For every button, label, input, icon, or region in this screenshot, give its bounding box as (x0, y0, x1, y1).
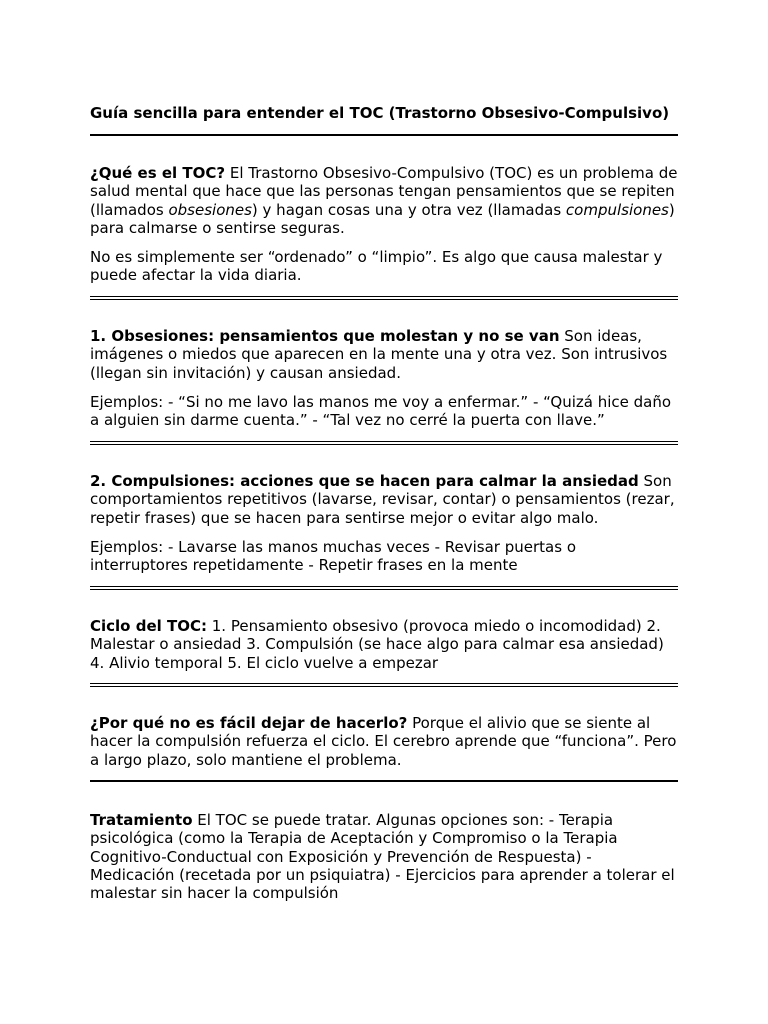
section-treatment (90, 811, 678, 902)
paragraph-text: ) para calmarse o sentirse seguras. (90, 200, 675, 237)
section-heading: 2. Compulsiones: acciones que se hacen para calmar la ansiedad (90, 472, 639, 490)
paragraph-text: Porque el alivio que se siente al hacer la compulsión refuerza el ciclo. El cerebro aprende que “funciona”. Pero a largo plazo, solo mantiene el problema. (90, 714, 677, 769)
section-heading: ¿Por qué no es fácil dejar de hacerlo? (90, 714, 408, 732)
section-paragraph: No es simplemente ser “ordenado” o “limpio”. Es algo que causa malestar y puede afectar la vida diaria. (90, 248, 663, 285)
emphasis-text: compulsiones (565, 200, 669, 219)
section-paragraph (90, 472, 678, 527)
section-divider (90, 441, 678, 445)
section-obsessions (90, 327, 678, 429)
title-rule (90, 134, 678, 136)
section-divider (90, 296, 678, 300)
section-paragraph (90, 164, 678, 237)
paragraph-text: El Trastorno Obsesivo-Compulsivo (TOC) es un problema de salud mental que hace que las personas tengan pensamientos que se repiten (llamados (90, 164, 678, 219)
section-paragraph (90, 714, 678, 769)
section-heading: ¿Qué es el TOC? (90, 164, 226, 182)
paragraph-text: Son ideas, imágenes o miedos que aparecen en la mente una y otra vez. Son intrusivos (llegan sin invitación) y causan ansiedad. (90, 327, 668, 382)
section-paragraph (90, 327, 678, 382)
section-paragraph (90, 617, 678, 672)
paragraph-text: Son comportamientos repetitivos (lavarse, revisar, contar) o pensamientos (rezar, repetir frases) que se hacen para sentirse mejor o evitar algo malo. (90, 472, 675, 527)
section-heading: Ciclo del TOC: (90, 617, 207, 635)
paragraph-text: El TOC se puede tratar. Algunas opciones son: - Terapia psicológica (como la Terapia de Aceptación y Compromiso o la Terapia Cognitivo-Conductual con Exposición y Prevención de Respuesta) - Medicación (recetada por un psiquiatra) - Ejercicios para aprender a tolerar el malestar sin hacer la compulsión (90, 811, 675, 903)
paragraph-text: ) y hagan cosas una y otra vez (llamadas (251, 200, 566, 219)
section-paragraph (90, 811, 678, 902)
section-heading: Tratamiento (90, 811, 193, 829)
section-divider (90, 683, 678, 687)
section-divider (90, 780, 678, 782)
section-heading: 1. Obsesiones: pensamientos que molestan y no se van (90, 327, 560, 345)
section-compulsions (90, 472, 678, 574)
paragraph-text: 1. Pensamiento obsesivo (provoca miedo o incomodidad) 2. Malestar o ansiedad 3. Compulsión (se hace algo para calmar esa ansiedad) 4. Alivio temporal 5. El ciclo vuelve a empezar (90, 617, 664, 672)
section-divider (90, 586, 678, 590)
emphasis-text: obsesiones (168, 200, 252, 219)
section-cycle (90, 617, 678, 672)
section-why-hard (90, 714, 678, 769)
section-what-is-toc (90, 164, 678, 285)
document-title: Guía sencilla para entender el TOC (Trastorno Obsesivo-Compulsivo) (90, 104, 670, 122)
section-paragraph: Ejemplos: - Lavarse las manos muchas veces - Revisar puertas o interruptores repetidamente - Repetir frases en la mente (90, 537, 576, 575)
section-paragraph: Ejemplos: - “Si no me lavo las manos me voy a enfermar.” - “Quizá hice daño a alguien sin darme cuenta.” - “Tal vez no cerré la puerta con llave.” (90, 392, 672, 430)
